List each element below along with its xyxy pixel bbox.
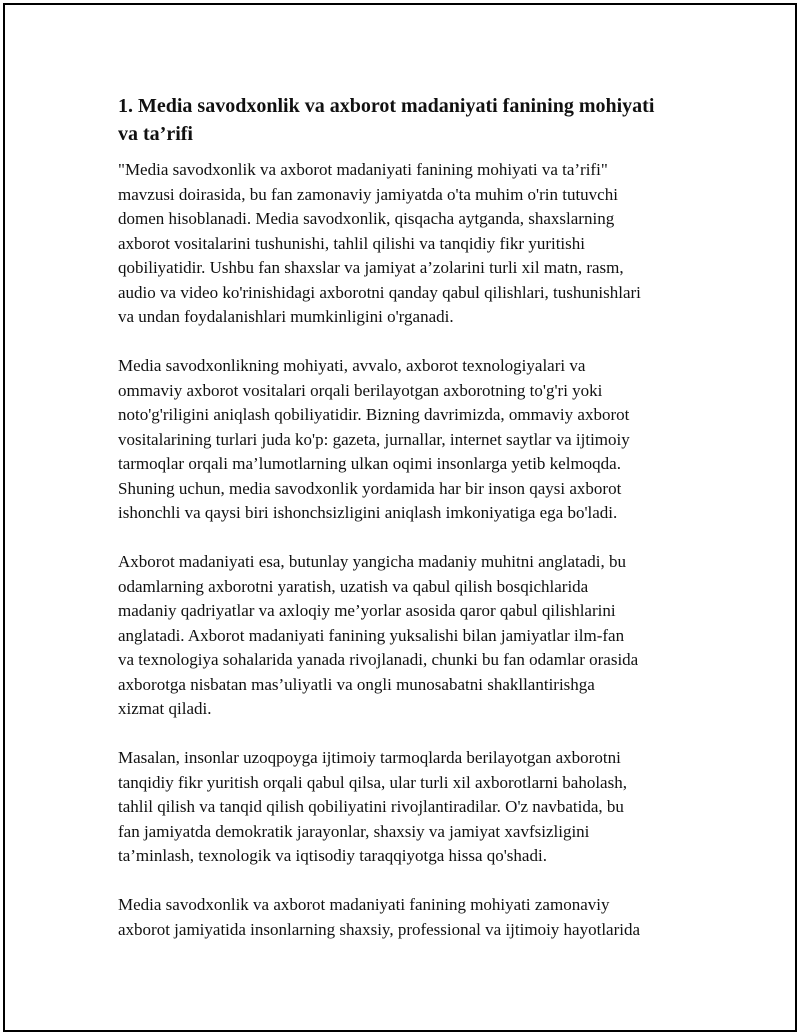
paragraph-line: axborot jamiyatida insonlarning shaxsiy, professional va ijtimoiy hayotlarida [118, 919, 641, 939]
paragraph-line: noto'g'riligini aniqlash qobiliyatidir. Bizning davrimizda, ommaviy axborot [118, 405, 630, 424]
paragraph-line: ommaviy axborot vositalari orqali berilayotgan axborotning to'g'ri yoki [118, 380, 603, 400]
paragraph-line: axborotga nisbatan mas’uliyatli va ongli munosabatni shakllantirishga [118, 674, 595, 694]
paragraph-line: Media savodxonlikning mohiyati, avvalo, axborot texnologiyalari va [118, 356, 586, 375]
paragraph-line: qobiliyatidir. Ushbu fan shaxslar va jamiyat a’zolarini turli xil matn, rasm, [118, 258, 624, 277]
paragraph-line: Axborot madaniyati esa, butunlay yangicha madaniy muhitni anglatadi, bu [118, 552, 626, 571]
heading-line: 1. Media savodxonlik va axborot madaniyati fanining mohiyati [118, 95, 655, 117]
heading-line: va ta’rifi [118, 123, 193, 145]
paragraph-line: fan jamiyatda demokratik jarayonlar, shaxsiy va jamiyat xavfsizligini [118, 821, 590, 841]
paragraph-line: axborot vositalarini tushunishi, tahlil qilishi va tanqidiy fikr yuritishi [118, 233, 585, 253]
paragraph-5 [118, 893, 718, 942]
paragraph-4 [118, 746, 718, 869]
paragraph-line: va texnologiya sohalarida yanada rivojlanadi, chunki bu fan odamlar orasida [118, 650, 639, 669]
paragraph-line: ishonchli va qaysi biri ishonchsizligini aniqlash imkoniyatiga ega bo'ladi. [118, 503, 618, 522]
paragraph-line: anglatadi. Axborot madaniyati fanining yuksalishi bilan jamiyatlar ilm-fan [118, 625, 625, 645]
paragraph-line: Shuning uchun, media savodxonlik yordamida har bir inson qaysi axborot [118, 478, 622, 498]
paragraph-line: madaniy qadriyatlar va axloqiy me’yorlar asosida qaror qabul qilishlarini [118, 601, 616, 620]
paragraph-line: tahlil qilish va tanqid qilish qobiliyatini rivojlantiradilar. O'z navbatida, bu [118, 797, 624, 816]
paragraph-2 [118, 354, 718, 526]
paragraph-line: ta’minlash, texnologik va iqtisodiy taraqqiyotga hissa qo'shadi. [118, 846, 547, 865]
document-body [118, 92, 718, 967]
paragraph-line: Media savodxonlik va axborot madaniyati fanining mohiyati zamonaviy [118, 895, 610, 914]
paragraph-line: mavzusi doirasida, bu fan zamonaviy jamiyatda o'ta muhim o'rin tutuvchi [118, 184, 618, 204]
paragraph-line: audio va video ko'rinishidagi axborotni qanday qabul qilishlari, tushunishlari [118, 282, 641, 302]
paragraph-line: odamlarning axborotni yaratish, uzatish va qabul qilish bosqichlarida [118, 576, 589, 596]
paragraph-line: tarmoqlar orqali ma’lumotlarning ulkan oqimi insonlarga yetib kelmoqda. [118, 454, 621, 473]
paragraph-line: vositalarining turlari juda ko'p: gazeta, jurnallar, internet saytlar va ijtimoiy [118, 429, 630, 449]
paragraph-line: tanqidiy fikr yuritish orqali qabul qilsa, ular turli xil axborotlarni baholash, [118, 772, 627, 792]
paragraph-line: domen hisoblanadi. Media savodxonlik, qisqacha aytganda, shaxslarning [118, 209, 615, 228]
paragraph-line: Masalan, insonlar uzoqpoyga ijtimoiy tarmoqlarda berilayotgan axborotni [118, 748, 621, 767]
paragraph-line: xizmat qiladi. [118, 699, 212, 718]
paragraph-line: "Media savodxonlik va axborot madaniyati fanining mohiyati va ta’rifi" [118, 160, 608, 179]
paragraph-1 [118, 158, 718, 330]
paragraph-line: va undan foydalanishlari mumkinligini o'rganadi. [118, 307, 454, 326]
paragraph-3 [118, 550, 718, 722]
section-heading [118, 92, 718, 148]
